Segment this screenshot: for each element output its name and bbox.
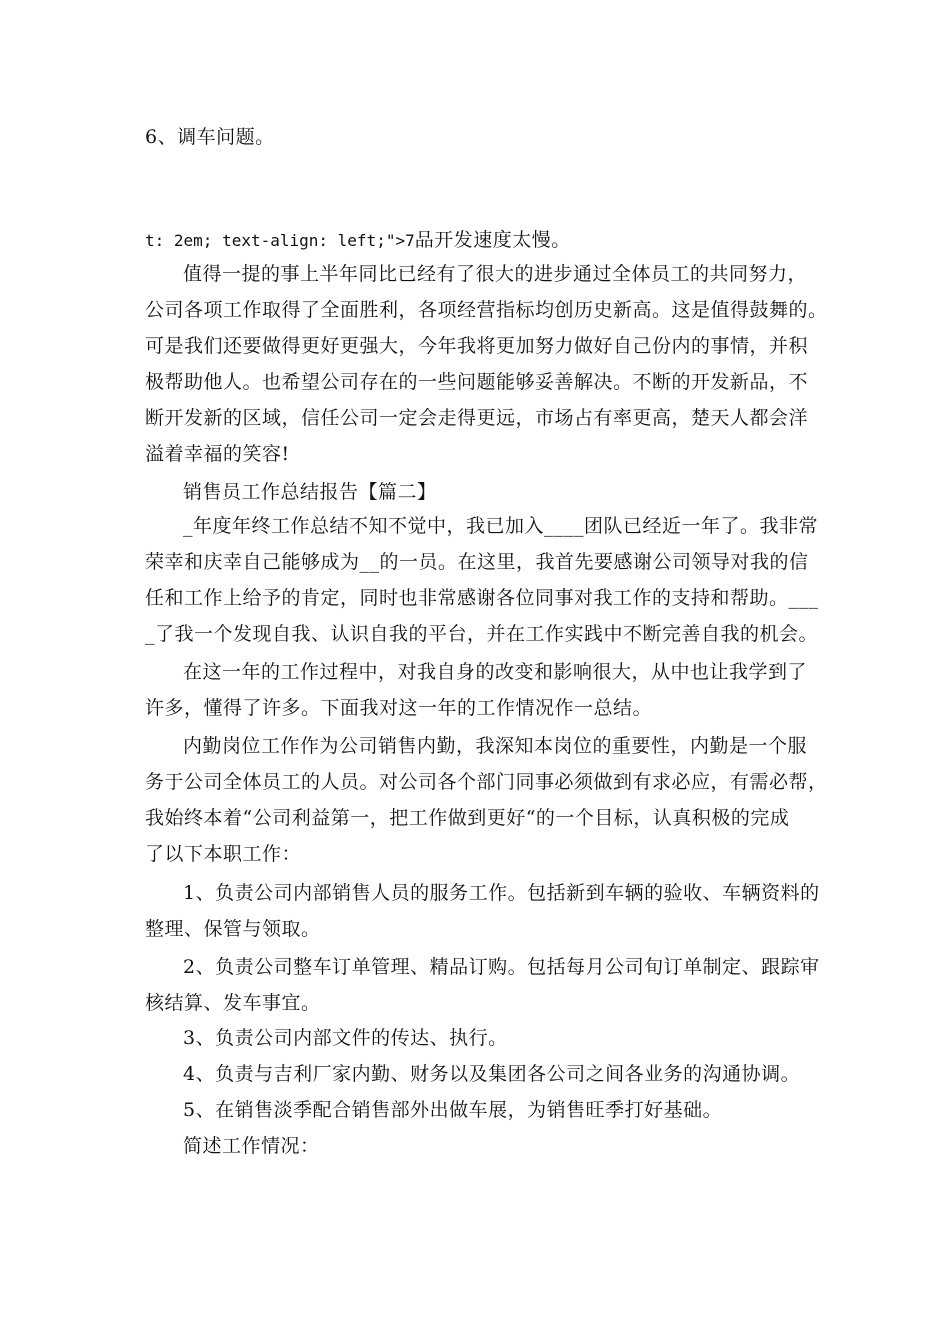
html-artifact-text: 品开发速度太慢。 — [414, 229, 571, 251]
paragraph-line: 公司各项工作取得了全面胜利，各项经营指标均创历史新高。这是值得鼓舞的。 — [145, 299, 828, 321]
list-item-6: 6、调车问题。 — [145, 126, 275, 148]
list-item-3: 3、负责公司内部文件的传达、执行。 — [183, 1027, 508, 1049]
paragraph-line: 值得一提的事上半年同比已经有了很大的进步通过全体员工的共同努力， — [183, 263, 808, 285]
paragraph-line: 务于公司全体员工的人员。对公司各个部门同事必须做到有求必应，有需必帮， — [145, 771, 828, 793]
list-item-line: 1、负责公司内部销售人员的服务工作。包括新到车辆的验收、车辆资料的 — [183, 882, 820, 904]
html-artifact-line — [145, 228, 950, 253]
paragraph-line: 在这一年的工作过程中，对我自身的改变和影响很大，从中也让我学到了 — [183, 661, 808, 683]
list-item-line: 2、负责公司整车订单管理、精品订购。包括每月公司旬订单制定、跟踪审 — [183, 956, 820, 978]
paragraph-line: 极帮助他人。也希望公司存在的一些问题能够妥善解决。不断的开发新品，不 — [145, 371, 809, 393]
paragraph-line: 内勤岗位工作作为公司销售内勤，我深知本岗位的重要性，内勤是一个服 — [183, 735, 808, 757]
paragraph-line: 许多，懂得了许多。下面我对这一年的工作情况作一总结。 — [145, 697, 653, 719]
paragraph-line: 了以下本职工作： — [145, 843, 302, 865]
summary-heading: 简述工作情况： — [183, 1135, 320, 1157]
paragraph-line: 可是我们还要做得更好更强大，今年我将更加努力做好自己份内的事情，并积 — [145, 335, 809, 357]
list-item-4: 4、负责与吉利厂家内勤、财务以及集团各公司之间各业务的沟通协调。 — [183, 1063, 801, 1085]
paragraph-line: 荣幸和庆幸自己能够成为__的一员。在这里，我首先要感谢公司领导对我的信 — [145, 551, 809, 573]
list-item-line: 核结算、发车事宜。 — [145, 992, 321, 1014]
paragraph-line: 溢着幸福的笑容! — [145, 443, 290, 465]
section-heading: 销售员工作总结报告【篇二】 — [183, 481, 437, 503]
html-artifact-code: t: 2em; text-align: left;">7 — [145, 231, 415, 250]
paragraph-line: 我始终本着“公司利益第一，把工作做到更好“的一个目标，认真积极的完成 — [145, 807, 790, 829]
paragraph-line: 任和工作上给予的肯定，同时也非常感谢各位同事对我工作的支持和帮助。___ — [145, 587, 819, 609]
list-item-line: 整理、保管与领取。 — [145, 918, 321, 940]
paragraph-line: 断开发新的区域，信任公司一定会走得更远，市场占有率更高，楚天人都会洋 — [145, 407, 809, 429]
paragraph-line: _年度年终工作总结不知不觉中，我已加入____团队已经近一年了。我非常 — [183, 515, 819, 537]
paragraph-line: _了我一个发现自我、认识自我的平台，并在工作实践中不断完善自我的机会。 — [145, 623, 819, 645]
list-item-5: 5、在销售淡季配合销售部外出做车展，为销售旺季打好基础。 — [183, 1099, 723, 1121]
